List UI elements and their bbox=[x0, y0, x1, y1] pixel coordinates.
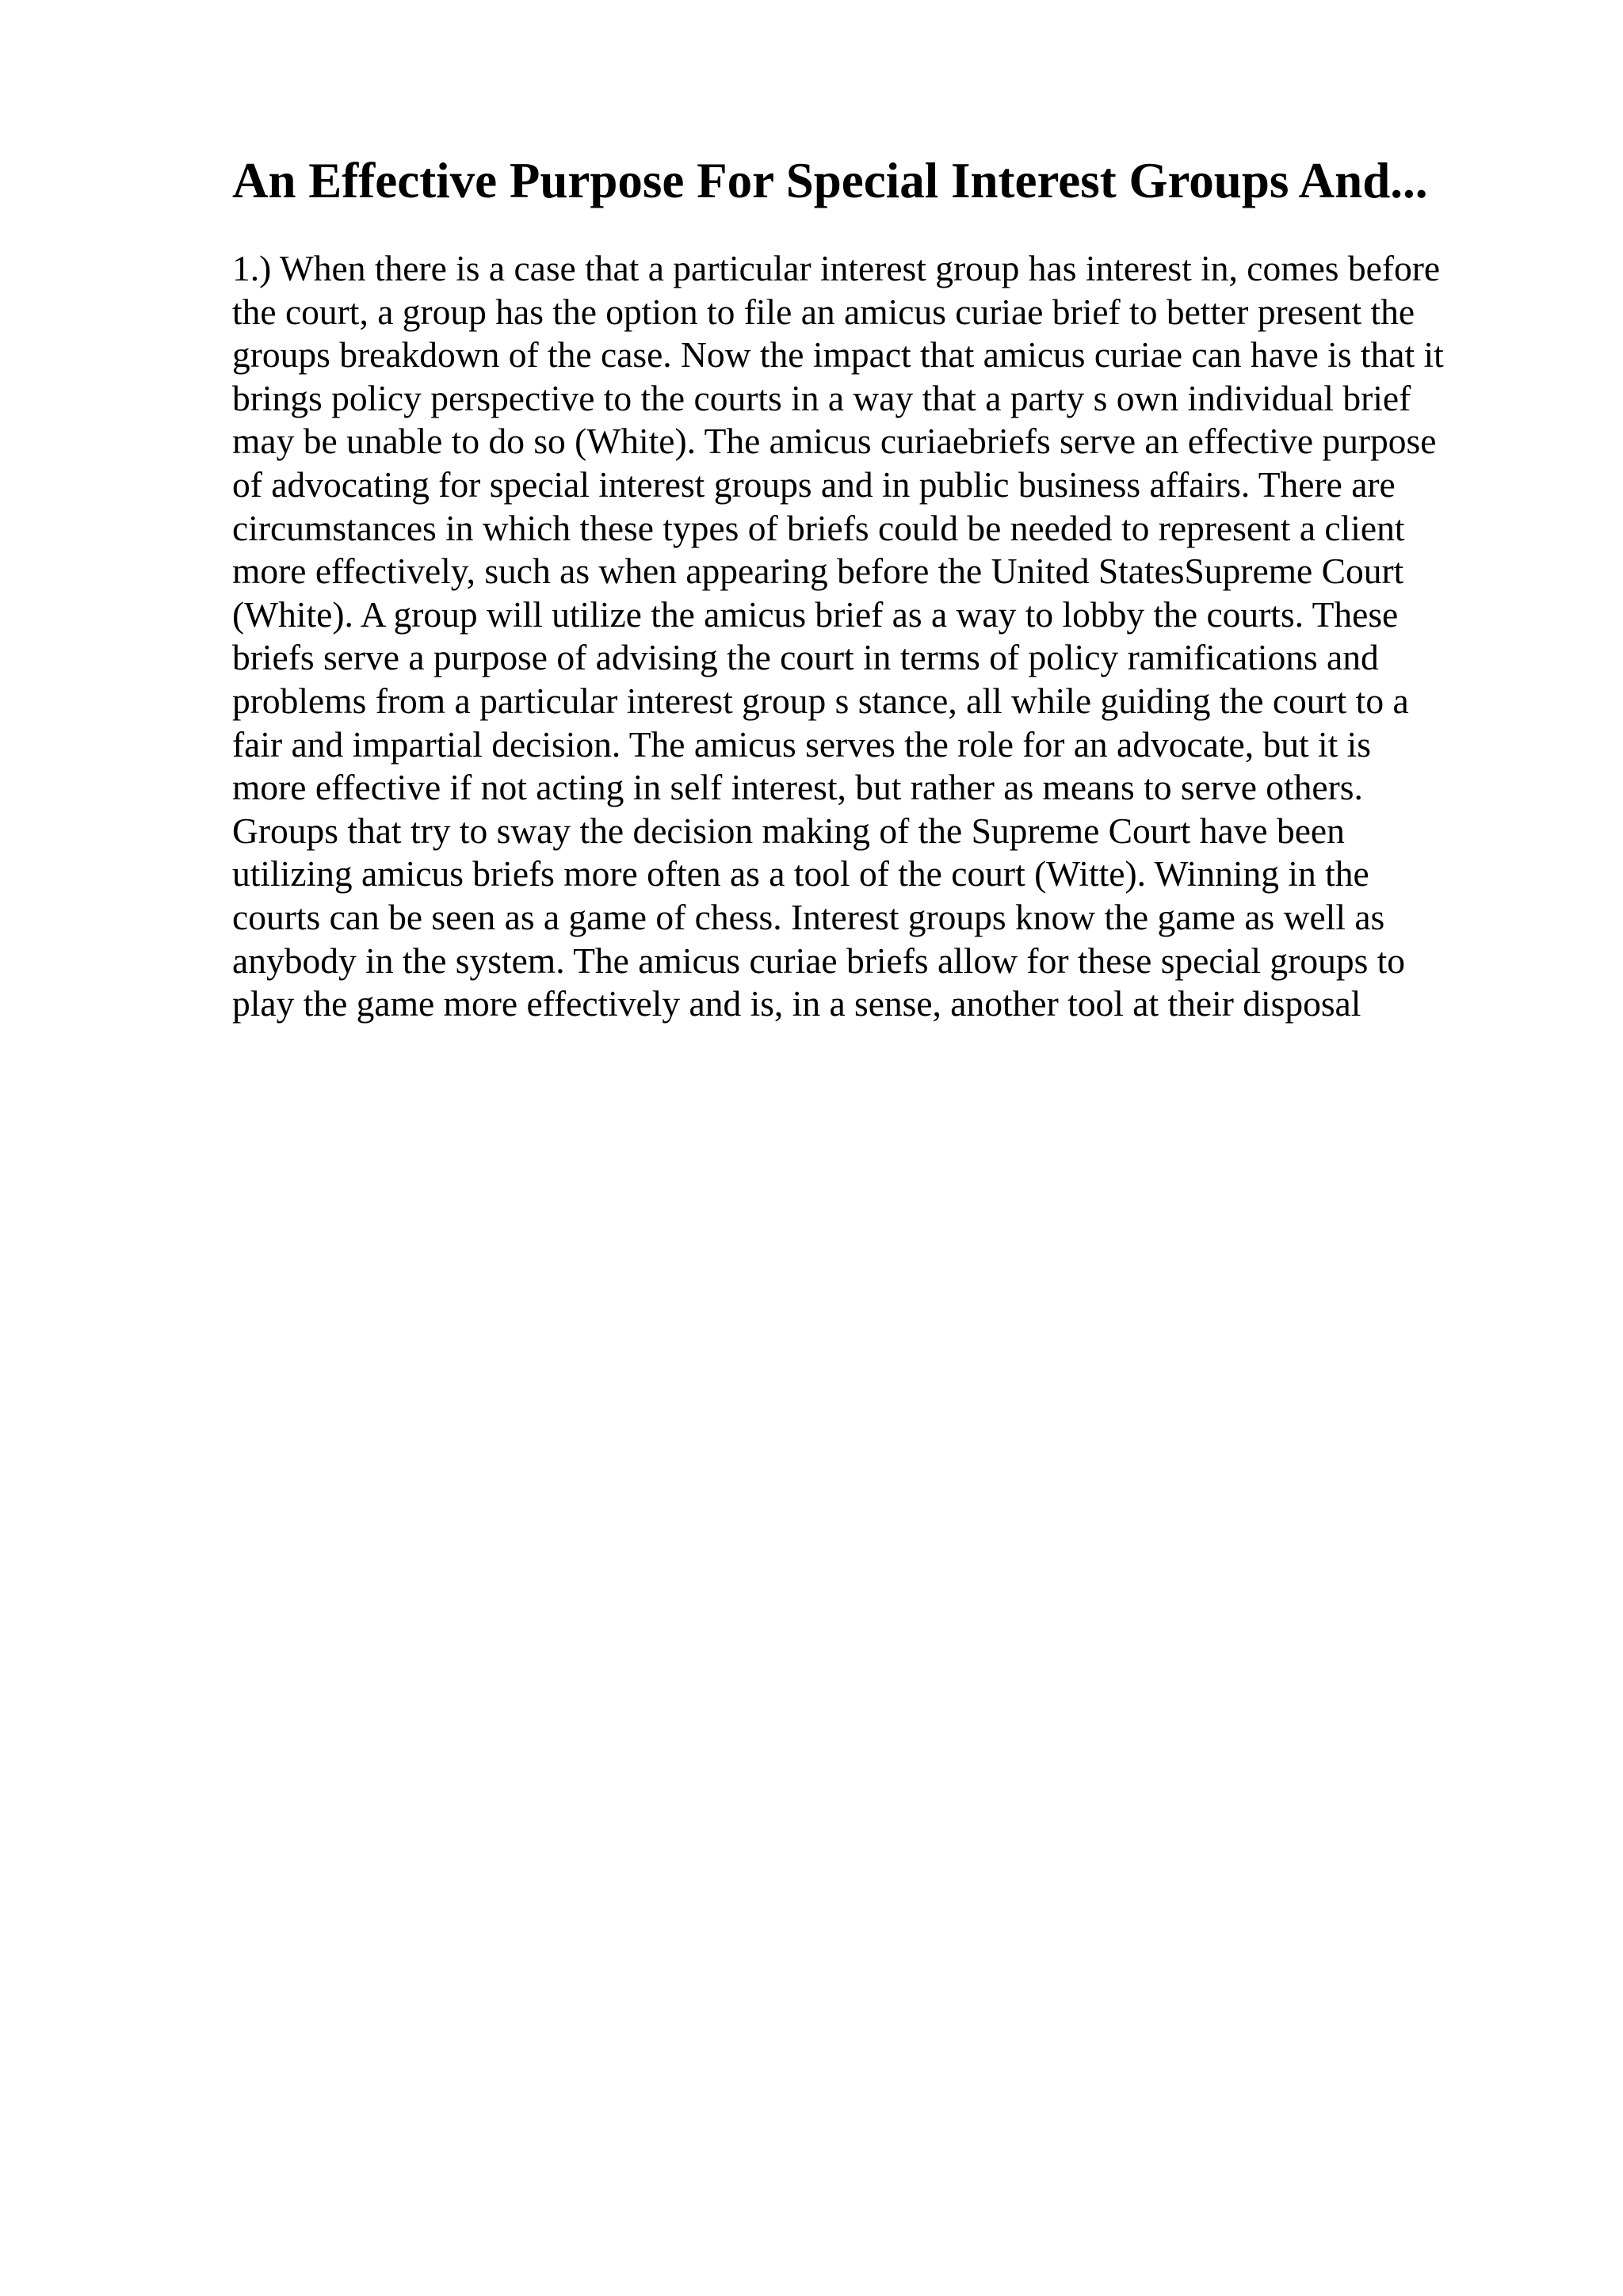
document-title: An Effective Purpose For Special Interest Groups And... bbox=[232, 153, 1428, 208]
body-line: (White). A group will utilize the amicus brief as a way to lobby the courts. These bbox=[232, 593, 1399, 635]
body-line: problems from a particular interest group s stance, all while guiding the court to a bbox=[232, 680, 1409, 721]
body-line: utilizing amicus briefs more often as a tool of the court (Witte). Winning in the bbox=[232, 853, 1369, 894]
body-line: courts can be seen as a game of chess. Interest groups know the game as well as bbox=[232, 896, 1385, 937]
body-line: briefs serve a purpose of advising the court in terms of policy ramifications and bbox=[232, 637, 1379, 678]
body-line: groups breakdown of the case. Now the impact that amicus curiae can have is that it bbox=[232, 334, 1444, 376]
body-line: of advocating for special interest groups and in public business affairs. There are bbox=[232, 463, 1396, 505]
body-line: Groups that try to sway the decision making of the Supreme Court have been bbox=[232, 810, 1345, 851]
body-line: anybody in the system. The amicus curiae briefs allow for these special groups to bbox=[232, 940, 1406, 981]
body-line: circumstances in which these types of briefs could be needed to represent a client bbox=[232, 507, 1405, 548]
body-line: brings policy perspective to the courts in a way that a party s own individual brief bbox=[232, 377, 1411, 418]
body-line: fair and impartial decision. The amicus serves the role for an advocate, but it is bbox=[232, 723, 1371, 765]
body-line: more effective if not acting in self interest, but rather as means to serve others. bbox=[232, 767, 1363, 808]
body-line: 1.) When there is a case that a particular interest group has interest in, comes before bbox=[232, 248, 1441, 288]
document-body bbox=[232, 247, 1500, 1026]
body-line: play the game more effectively and is, in a sense, another tool at their disposal bbox=[232, 983, 1361, 1024]
body-line: the court, a group has the option to file an amicus curiae brief to better present the bbox=[232, 291, 1415, 332]
body-line: may be unable to do so (White). The amicus curiaebriefs serve an effective purpose bbox=[232, 421, 1437, 462]
body-line: more effectively, such as when appearing before the United StatesSupreme Court bbox=[232, 551, 1404, 592]
